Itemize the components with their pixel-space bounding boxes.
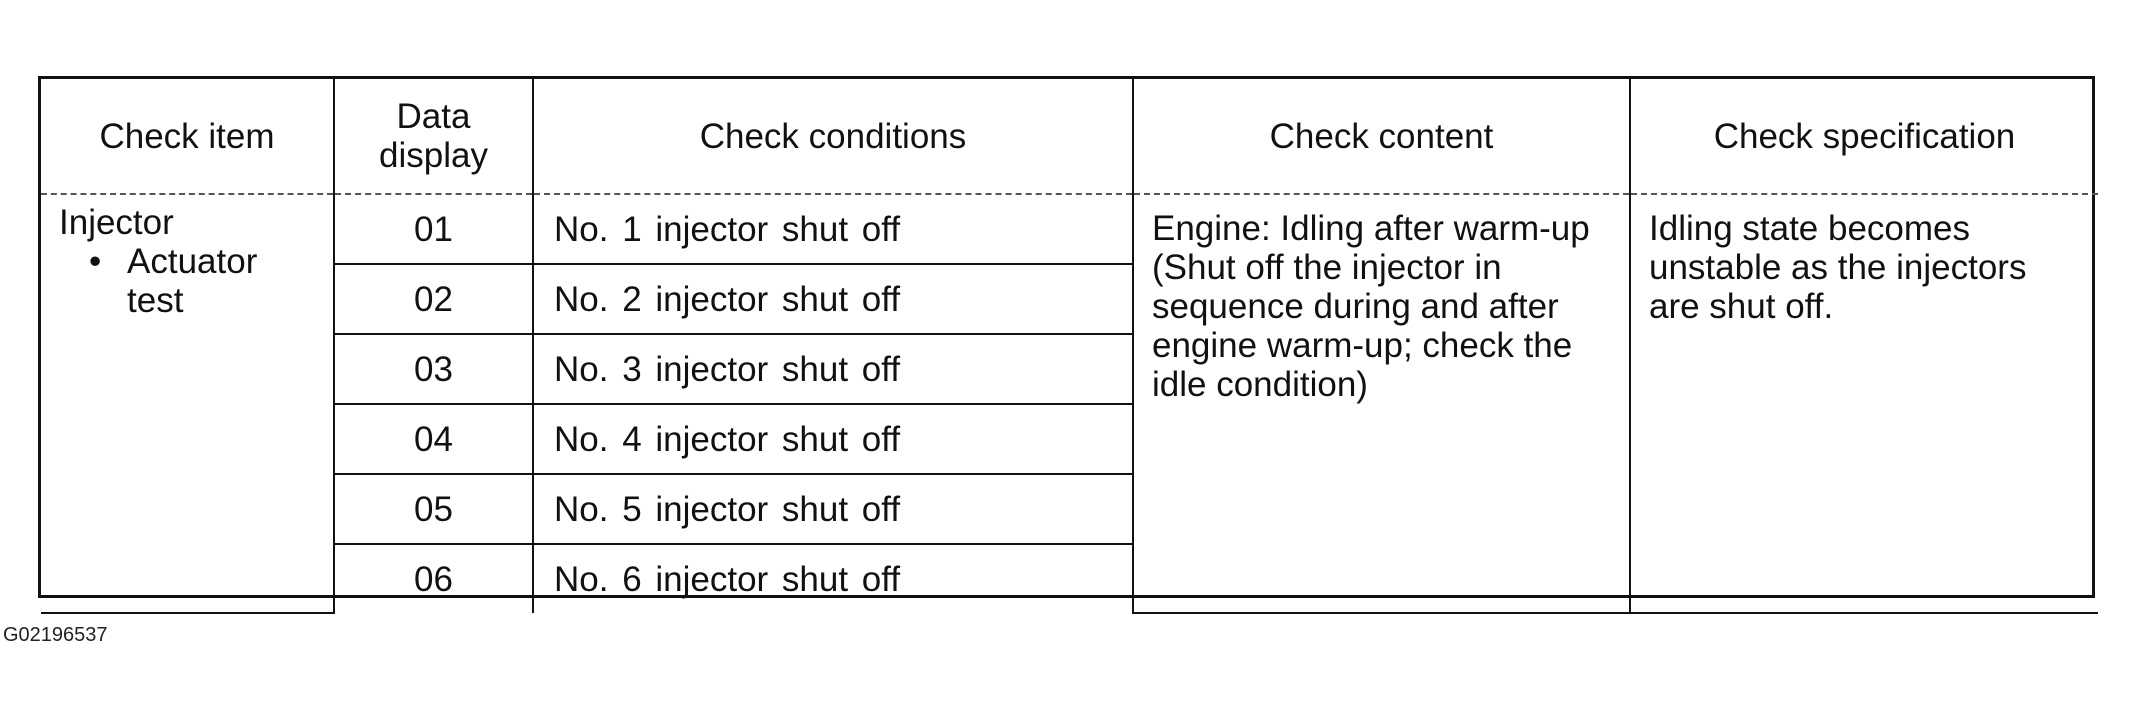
check-condition: No. 4 injector shut off [533, 404, 1133, 474]
check-condition: No. 5 injector shut off [533, 474, 1133, 544]
header-data-display: Data display [334, 79, 533, 194]
check-item-subtitle: Actuator test [127, 242, 258, 320]
header-check-specification: Check specification [1630, 79, 2098, 194]
data-display-code: 03 [334, 334, 533, 404]
data-display-code: 04 [334, 404, 533, 474]
check-specification-cell: Idling state becomes unstable as the injectors are shut off. [1630, 194, 2098, 613]
check-condition: No. 1 injector shut off [533, 194, 1133, 264]
check-content-cell: Engine: Idling after warm-up (Shut off the injector in sequence during and after engine warm-up; check the idle condition) [1133, 194, 1630, 613]
check-condition: No. 3 injector shut off [533, 334, 1133, 404]
header-check-item: Check item [41, 79, 334, 194]
check-condition: No. 2 injector shut off [533, 264, 1133, 334]
header-check-content: Check content [1133, 79, 1630, 194]
check-item-title: Injector [59, 203, 174, 242]
data-display-code: 05 [334, 474, 533, 544]
bullet-icon: • [89, 242, 102, 281]
check-condition: No. 6 injector shut off [533, 544, 1133, 613]
table-row [41, 194, 2098, 264]
header-check-conditions: Check conditions [533, 79, 1133, 194]
check-item-cell [41, 194, 334, 613]
data-display-code: 01 [334, 194, 533, 264]
check-table-frame [38, 76, 2095, 598]
figure-code: G02196537 [3, 624, 108, 646]
data-display-code: 06 [334, 544, 533, 613]
check-table [41, 79, 2098, 614]
data-display-code: 02 [334, 264, 533, 334]
header-row [41, 79, 2098, 194]
